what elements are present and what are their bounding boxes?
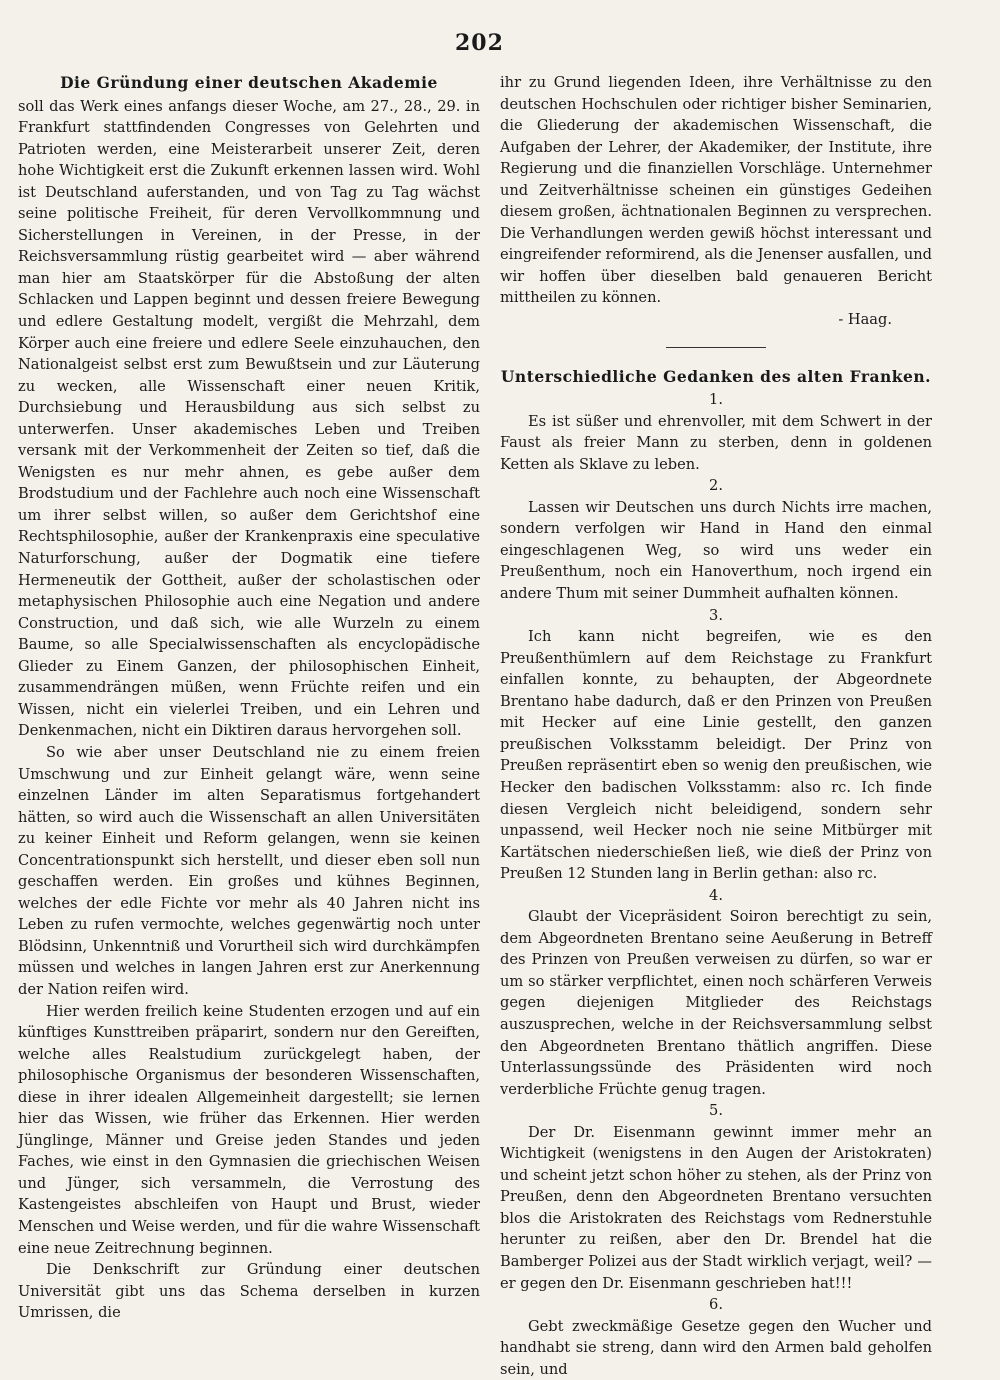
item-text: Es ist süßer und ehrenvoller, mit dem Schwert in der Faust als freier Mann zu sterben, denn in goldenen Ketten als Sklave zu leben. — [500, 412, 932, 473]
paragraph: So wie aber unser Deutschland nie zu einem freien Umschwung und zur Einheit gelangt wäre, wenn seine einzelnen Länder im alten Separatismus fortgehandert hätten, so wird auch die Wissenschaft an allen Universitäten zu keiner Einheit und Reform gelangen, wenn sie keinen Concentrationspunkt sich herstellt, und dieser eben soll nun geschaffen werden. Ein großes und kühnes Beginnen, welches der edle Fichte vor mehr als 40 Jahren nicht ins Leben zu rufen vermochte, welches gegenwärtig noch unter Blödsinn, Unkenntniß und Vorurtheil sich wird durchkämpfen müssen und welches in langen Jahren erst zur Anerkennung der Nation reifen wird. — [18, 743, 480, 998]
article-heading-akademie: Die Gründung einer deutschen Akademie — [60, 73, 438, 92]
left-column — [18, 72, 480, 1324]
item-number: 5. — [709, 1102, 723, 1120]
item-text: Lassen wir Deutschen uns durch Nichts irre machen, sondern verfolgen wir Hand in Hand den einmal eingeschlagenen Weg, so wird uns weder ein Preußenthum, noch ein Hanoverthum, noch irgend ein andere Thum mit seiner Dummheit aufhalten können. — [500, 498, 932, 603]
right-column — [500, 72, 932, 1380]
paragraph: ihr zu Grund liegenden Ideen, ihre Verhältnisse zu den deutschen Hochschulen oder richtiger bisher Seminarien, die Gliederung der akademischen Wissenschaft, die Aufgaben der Lehrer, der Akademiker, der Institute, ihre Regierung und die finanziellen Vorschläge. Unternehmer und Zeitverhältnisse scheinen ein günstiges Gedeihen diesem großen, ächtnationalen Beginnen zu versprechen. Die Verhandlungen werden gewiß höchst interessant und eingreifender reformirend, als die Jenenser ausfallen, und wir hoffen über dieselben bald genaueren Bericht mittheilen zu können. — [500, 74, 932, 307]
item-text: Ich kann nicht begreifen, wie es den Preußenthümlern auf dem Reichstage zu Frankfurt einfallen konnte, zu behaupten, der Abgeordnete Brentano habe dadurch, daß er den Prinzen von Preußen mit Hecker auf eine Linie gestellt, den ganzen preußischen Volksstamm beleidigt. Der Prinz von Preußen repräsentirt eben so wenig den preußischen, wie Hecker den badischen Volksstamm: also rc. Ich finde diesen Vergleich nicht beleidigend, sondern sehr unpassend, weil Hecker noch nie seine Mitbürger mit Kartätschen niederschießen ließ, wie dieß der Prinz von Preußen 12 Stunden lang in Berlin gethan: also rc. — [500, 628, 932, 883]
item-text: Glaubt der Vicepräsident Soiron berechtigt zu sein, dem Abgeordneten Brentano seine Aeußerung in Betreff des Prinzen von Preußen verweisen zu dürfen, so war er um so stärker verpflichtet, einen noch schärferen Verweis gegen diejenigen Mitglieder des Reichstags auszusprechen, welche in der Reichsversammlung selbst den Abgeordneten Brentano thätlich angriffen. Diese Unterlassungssünde des Präsidenten wird noch verderbliche Früchte genug tragen. — [500, 908, 932, 1098]
item-number: 3. — [709, 606, 723, 624]
paragraph: Die Denkschrift zur Gründung einer deutschen Universität gibt uns das Schema derselben in kurzen Umrissen, die — [18, 1261, 480, 1322]
item-number: 6. — [709, 1296, 723, 1314]
section-divider — [666, 347, 766, 348]
paragraph: soll das Werk eines anfangs dieser Woche, am 27., 28., 29. in Frankfurt stattfindenden Congresses von Gelehrten und Patrioten werden, eine Meisterarbeit unserer Zeit, deren hohe Wichtigkeit erst die Zukunft erkennen lassen wird. Wohl ist Deutschland auferstanden, und von Tag zu Tag wächst seine politische Freiheit, für deren Vervollkommnung und Sicherstellungen in Vereinen, in der Presse, in der Reichsversammlung rüstig gearbeitet wird — aber während man hier am Staatskörper für die Abstoßung der alten Schlacken und Lappen beginnt und dessen freiere Bewegung und edlere Gestaltung modelt, vergißt die Mehrzahl, dem Körper auch eine freiere und edlere Seele einzuhauchen, den Nationalgeist selbst erst zum Bewußtsein und zur Läuterung zu wecken, alle Wissenschaft einer neuen Kritik, Durchsiebung und Herausbildung aus sich selbst zu unterwerfen. Unser akademisches Leben und Treiben versank mit der Verkommenheit der Zeiten so tief, daß die Wenigsten es nur mehr ahnen, es gebe außer dem Brodstudium und der Fachlehre auch noch eine Wissenschaft um ihrer selbst willen, so außer dem Gerichtshof eine Rechtsphilosophie, außer der Krankenpraxis eine speculative Naturforschung, außer der Dogmatik eine tiefere Hermeneutik der Gottheit, außer der scholastischen oder metaphysischen Philosophie auch eine Negation und andere Construction, und daß sich, wie alle Wurzeln zu einem Baume, so alle Specialwissenschaften als encyclopädische Glieder zu Einem Ganzen, der philosophischen Einheit, zusammendrängen müßen, wenn Früchte reifen und ein Wissen, nicht ein vielerlei Treiben, und ein Lehren und Denkenmachen, nicht ein Diktiren daraus hervorgehen soll. — [18, 97, 480, 740]
author-signature: - Haag. — [838, 311, 892, 329]
item-text: Der Dr. Eisenmann gewinnt immer mehr an Wichtigkeit (wenigstens in den Augen der Aristokraten) und scheint jetzt schon höher zu stehen, als der Prinz von Preußen, denn den Abgeordneten Brentano versuchten blos die Aristokraten des Reichstags vom Rednerstuhle herunter zu reißen, aber den Dr. Brendel hat die Bamberger Polizei aus der Stadt wirklich verjagt, weil? — er gegen den Dr. Eisenmann geschrieben hat!!! — [500, 1123, 932, 1292]
item-number: 1. — [709, 391, 723, 409]
article-heading-gedanken: Unterschiedliche Gedanken des alten Franken. — [500, 366, 932, 386]
paragraph: Hier werden freilich keine Studenten erzogen und auf ein künftiges Kunsttreiben präparirt, sondern nur den Gereiften, welche alles Realstudium zurückgelegt haben, der philosophische Organismus der besonderen Wissenschaften, diese in ihrer idealen Allgemeinheit dargestellt; sie lernen hier das Wissen, wie früher das Erkennen. Hier werden Jünglinge, Männer und Greise jeden Standes und jeden Faches, wie einst in den Gymnasien die griechischen Weisen und Jünger, sich versammeln, die Verrostung des Kastengeistes abschleifen von Haupt und Brust, wieder Menschen und Weise werden, und für die wahre Wissenschaft eine neue Zeitrechnung beginnen. — [18, 1002, 480, 1257]
item-text: Gebt zweckmäßige Gesetze gegen den Wucher und handhabt sie streng, dann wird den Armen bald geholfen sein, und — [500, 1317, 932, 1378]
item-number: 4. — [709, 886, 723, 904]
page-number: 202 — [455, 30, 504, 56]
item-number: 2. — [709, 477, 723, 495]
